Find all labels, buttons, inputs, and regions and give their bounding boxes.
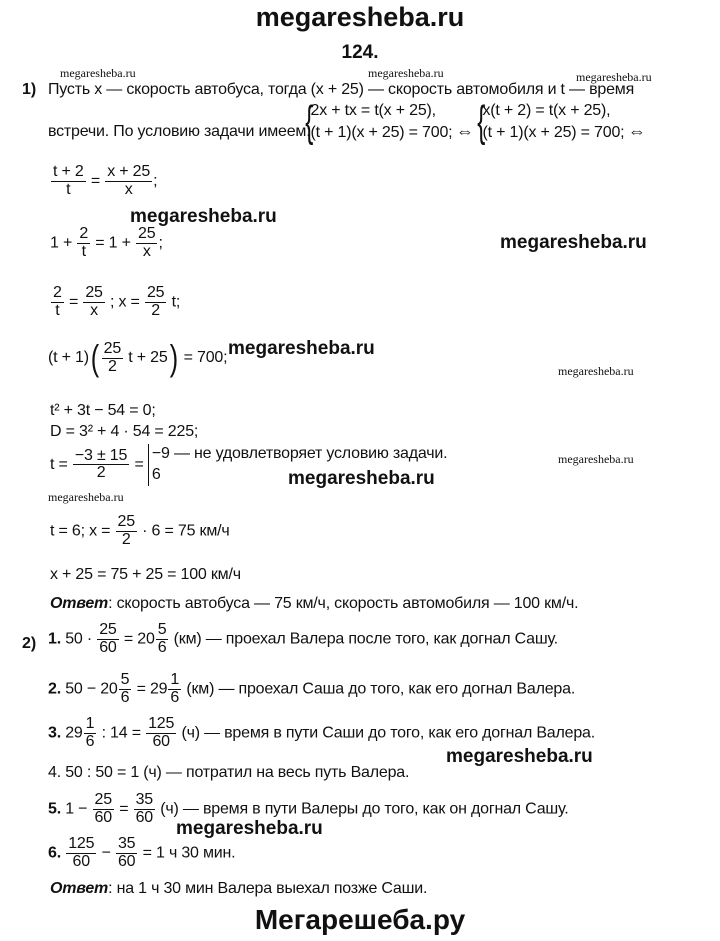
watermark-medium: megaresheba.ru [176, 818, 323, 839]
part1-label: 1) [22, 81, 37, 98]
watermark-small: megaresheba.ru [368, 66, 444, 80]
step-6: 6. $\frac{125}{60}$ − $\frac{35}{60}$ = 1 ч 30 мин. [48, 835, 236, 870]
math-line-4: (t + 1)( $\frac{25}{2}$ t + 25) = 700; [48, 337, 228, 378]
problem-number: 124. [341, 42, 379, 63]
equation-system-2: { x(t + 2) = t(x + 25), (t + 1)(x + 25) = 700; [477, 97, 625, 146]
step-2: 2. 50 − 20 $\frac{5}{6}$ = 29 $\frac{1}{6}$ (км) — проехал Саша до того, как его догнал Валера. [48, 671, 576, 706]
watermark-small: megaresheba.ru [48, 490, 124, 504]
watermark-small: megaresheba.ru [558, 364, 634, 378]
watermark-medium: megaresheba.ru [130, 206, 277, 227]
footer-brand: Мегарешеба.ру [254, 904, 466, 935]
step-1: 1. 50 · $\frac{25}{60}$ = 20 $\frac{5}{6}$ (км) — проехал Валера после того, как догнал Сашу. [48, 621, 558, 656]
watermark-medium: megaresheba.ru [500, 232, 647, 253]
watermark-small: megaresheba.ru [576, 70, 652, 84]
step-3: 3. 29 $\frac{1}{6}$ : 14 = $\frac{125}{60}$ (ч) — время в пути Саши до того, как его догнал Валера. [48, 715, 595, 750]
part1-intro-line2: встречи. По условию задачи имеем: [48, 123, 311, 140]
part2-label: 2) [22, 635, 37, 652]
system1-row1: 2x + tx = t(x + 25), [310, 102, 436, 120]
step-5: 5. 1 − $\frac{25}{60}$ = $\frac{35}{60}$ (ч) — время в пути Валеры до того, как он догнал Сашу. [48, 791, 569, 826]
system1-row2: (t + 1)(x + 25) = 700; [310, 124, 453, 141]
math-line-8: t = 6; x = $\frac{25}{2}$ · 6 = 75 км/ч [50, 513, 230, 548]
watermark-medium: megaresheba.ru [446, 746, 593, 767]
answer-1: Ответ: скорость автобуса — 75 км/ч, скорость автомобиля — 100 км/ч. [50, 595, 579, 612]
equivalence-symbol: ⇔ [628, 121, 646, 141]
system2-row1: x(t + 2) = t(x + 25), [482, 102, 611, 120]
site-title: megaresheba.ru [255, 2, 465, 32]
math-line-1: $\frac{t + 2}{t}$ = $\frac{x + 25}{x}$ ; [53, 163, 158, 198]
equation-system-1: { 2x + tx = t(x + 25), (t + 1)(x + 25) = 700; [305, 97, 453, 146]
watermark-medium: megaresheba.ru [228, 338, 375, 359]
part1-intro-line1: Пусть x — скорость автобуса, тогда (x + 25) — скорость автомобиля и t — время [48, 81, 635, 98]
system2-row2: (t + 1)(x + 25) = 700; [482, 124, 625, 141]
math-line-5: t² + 3t − 54 = 0; [50, 402, 156, 419]
math-line-9: x + 25 = 75 + 25 = 100 км/ч [50, 566, 241, 583]
math-line-2: 1 + $\frac{2}{t}$ = 1 + $\frac{25}{x}$ ; [50, 225, 163, 260]
watermark-small: megaresheba.ru [558, 452, 634, 466]
math-line-6: D = 3² + 4 · 54 = 225; [50, 423, 199, 440]
math-line-3: $\frac{2}{t}$ = $\frac{25}{x}$ ; x = $\frac{25}{2}$ t; [53, 284, 181, 319]
equivalence-symbol: ⇔ [456, 121, 474, 141]
answer-2: Ответ: на 1 ч 30 мин Валера выехал позже Саши. [50, 880, 428, 897]
step-4: 4. 50 : 50 = 1 (ч) — потратил на весь путь Валера. [48, 764, 410, 781]
math-line-7: t = $\frac{-3 \pm 15}{2}$ = −9 — не удовлетворяет условию задачи. 6 [50, 444, 447, 486]
watermark-small: megaresheba.ru [60, 66, 136, 80]
watermark-medium: megaresheba.ru [288, 468, 435, 489]
